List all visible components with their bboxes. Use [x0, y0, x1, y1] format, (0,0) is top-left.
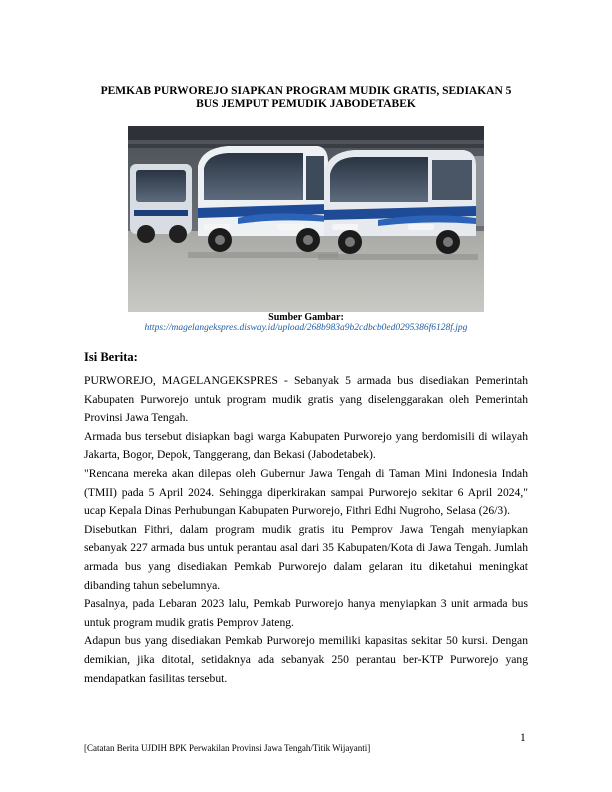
paragraph: Armada bus tersebut disiapkan bagi warga Kabupaten Purworejo yang berdomisili di wilayah Jakarta, Bogor, Depok, Tanggerang, dan Bekasi (Jabodetabek).	[84, 429, 528, 462]
article-title-line-2: BUS JEMPUT PEMUDIK JABODETABEK	[196, 98, 416, 110]
page-number: 1	[520, 732, 526, 744]
bus-photo	[128, 126, 484, 312]
paragraph: PURWOREJO, MAGELANGEKSPRES - Sebanyak 5 armada bus disediakan Pemerintah Kabupaten Purworejo untuk program mudik gratis yang diselenggarakan oleh Pemerintah Provinsi Jawa Tengah.	[84, 374, 528, 425]
image-source-url: https://magelangekspres.disway.id/upload/268b983a9b2cdbcb0ed0295386f6128f.jpg	[144, 323, 468, 333]
bus-left	[130, 164, 192, 243]
paragraph: Adapun bus yang disediakan Pemkab Purworejo memiliki kapasitas sekitar 50 kursi. Dengan demikian, jika ditotal, setidaknya ada sebanyak 250 perantau ber-KTP Purworejo yang mendapatkan fasilitas tersebut.	[84, 634, 528, 685]
article-title	[80, 85, 532, 111]
paragraph: Disebutkan Fithri, dalam program mudik gratis itu Pemprov Jawa Tengah menyiapkan sebanyak 227 armada bus untuk perantau asal dari 35 Kabupaten/Kota di Jawa Tengah. Jumlah armada bus yang disediakan Pemkab Purworejo dalam gelaran itu diketahui meningkat dibanding tahun sebelumnya.	[84, 522, 528, 592]
section-heading: Isi Berita:	[84, 350, 138, 364]
article-body	[84, 372, 528, 688]
article-title-line-1: PEMKAB PURWOREJO SIAPKAN PROGRAM MUDIK GRATIS, SEDIAKAN 5	[100, 85, 512, 97]
paragraph: Pasalnya, pada Lebaran 2023 lalu, Pemkab Purworejo hanya menyiapkan 3 unit armada bus untuk program mudik gratis Pemprov Jateng.	[84, 597, 528, 629]
footer-note: [Catatan Berita UJDIH BPK Perwakilan Provinsi Jawa Tengah/Titik Wijayanti]	[84, 743, 371, 753]
image-caption-label: Sumber Gambar:	[268, 312, 344, 323]
paragraph: "Rencana mereka akan dilepas oleh Gubernur Jawa Tengah di Taman Mini Indonesia Indah (TMII) pada 5 April 2024. Sehingga diperkirakan sampai Purworejo sekitar 6 April 2024," ucap Kepala Dinas Perhubungan Kabupaten Purworejo, Fithri Edhi Nugroho, Selasa (26/3).	[84, 466, 528, 518]
